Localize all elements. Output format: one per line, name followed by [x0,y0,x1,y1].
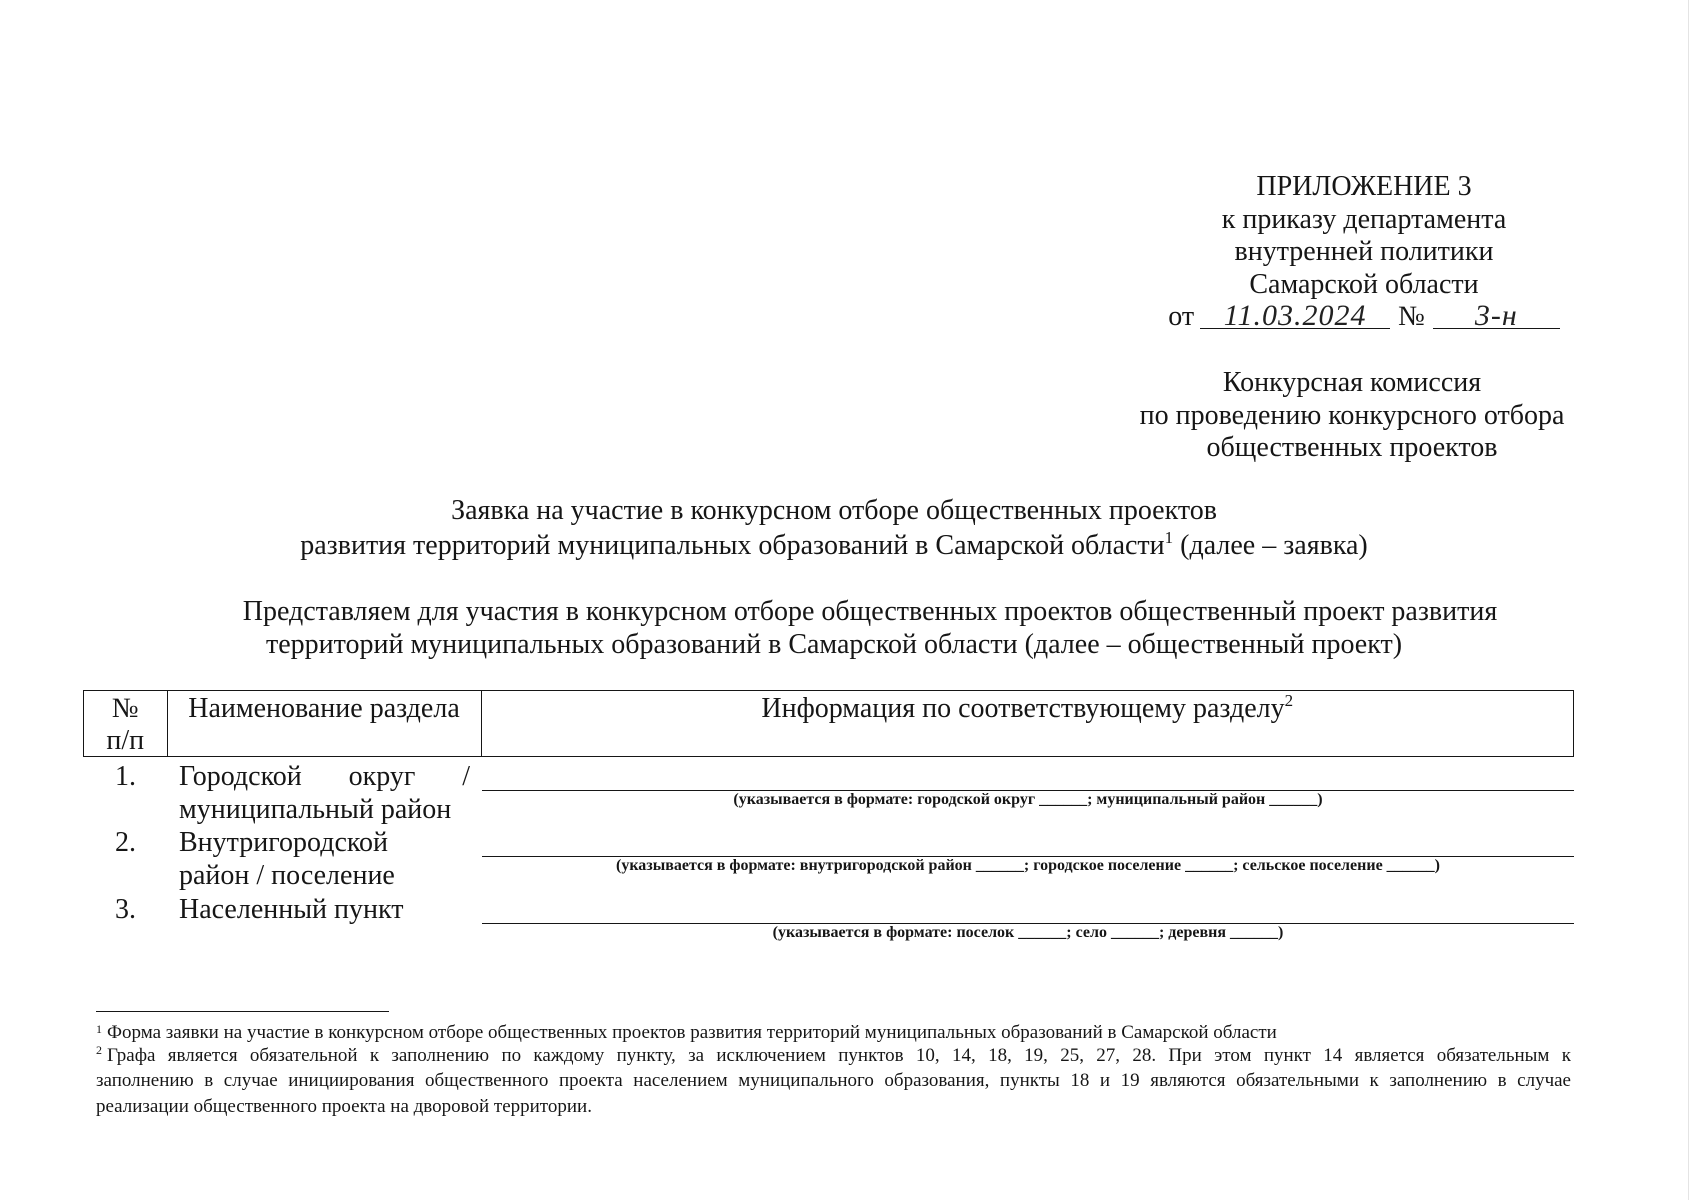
row-section-name [179,760,470,826]
footnote-ref-1: 1 [1164,527,1174,547]
row-info-field [482,826,1574,892]
footnote-body [96,1068,1571,1119]
footnote-line: Графа является обязательной к заполнению по каждому пункту, за исключением пунктов 10, 14, 18, 19, 25, 27, 28. При этом пункт 14 является обязательным к [107,1044,1571,1066]
intro-paragraph [0,595,1696,661]
row-info-field [482,893,1574,959]
row-section-name-line: Городской округ / [179,761,470,792]
table-row [83,826,1574,892]
row-section-name [179,893,470,926]
header-section-name-cell [168,691,482,756]
row-number: 3. [115,894,136,925]
addressee-line: по проведению конкурсного отбора [1139,399,1565,431]
appendix-line-region: Самарской области [1249,268,1479,300]
footnote-2-continuation [96,1068,1571,1119]
header-info-cell [482,691,1574,756]
addressee-line: общественных проектов [1206,432,1498,464]
row-format-hint: (указывается в формате: городской округ ______; муниципальный район ______) [733,791,1323,808]
footnote-mark: 2 [96,1042,102,1057]
addressee-block [1102,367,1602,465]
row-info-field [482,760,1574,826]
row-number: 1. [115,761,136,792]
appendix-line-order: к приказу департамента [1221,203,1507,235]
order-number-field [1433,299,1560,333]
header-number-symbol: № [111,692,139,724]
table-row [83,760,1574,826]
order-date-field [1200,299,1390,333]
order-number-handwritten: 3-н [1474,299,1518,333]
header-number-abbr: п/п [106,724,145,756]
table-header [83,690,1574,757]
footnote-1 [96,1022,1571,1043]
header-section-name: Наименование раздела [188,692,460,724]
footnote-line: заполнению в случае инициирования общественного проекта населением муниципального образования, пункты 18 и 19 являются обязательными к заполнению в случае [96,1070,1571,1091]
title-line-1: Заявка на участие в конкурсном отборе общественных проектов [451,495,1217,526]
header-info: Информация по соответствующему разделу [761,692,1285,724]
addressee-line: Конкурсная комиссия [1222,367,1482,398]
footnote-line: Форма заявки на участие в конкурсном отборе общественных проектов развития территорий муниципальных образований в Самарской области [107,1021,1277,1043]
footnote-mark: 1 [96,1021,102,1036]
footnote-body [107,1043,1571,1069]
title-line-2-text: развития территорий муниципальных образований в Самарской области [300,529,1165,561]
footnotes [96,1022,1571,1120]
row-section-name-line: Населенный пункт [179,894,404,925]
application-title [0,494,1668,564]
footnote-ref-2: 2 [1284,690,1294,710]
row-format-hint: (указывается в формате: внутригородской район ______; городское поселение ______; сельское поселение ______) [615,857,1440,874]
footnote-line: реализации общественного проекта на дворовой территории. [96,1095,592,1117]
title-line-2 [0,529,1668,564]
row-section-name-line: Внутригородской [179,827,389,858]
header-number-cell [84,691,168,756]
appendix-line-department: внутренней политики [1234,236,1494,268]
row-format-hint: (указывается в формате: поселок ______; село ______; деревня ______) [772,924,1284,941]
appendix-title: ПРИЛОЖЕНИЕ 3 [1256,171,1472,202]
title-line-2-tail: (далее – заявка) [1173,529,1368,561]
order-date-handwritten: 11.03.2024 [1223,299,1367,333]
date-prefix: от [1168,301,1195,333]
footnote-body [107,1022,1571,1043]
number-prefix: № [1398,301,1425,333]
row-section-name-line: муниципальный район [179,794,452,825]
footnote-2 [96,1043,1571,1069]
row-number: 2. [115,827,136,858]
table-row [83,893,1574,959]
intro-line: Представляем для участия в конкурсном отборе общественных проектов общественный проект развития [242,595,1498,627]
row-section-name [179,826,470,892]
footnote-separator [96,1011,389,1012]
intro-line: территорий муниципальных образований в Самарской области (далее – общественный проект) [265,628,1403,660]
row-section-name-line: район / поселение [179,860,395,891]
appendix-block [1144,171,1584,334]
order-date-number-line [1144,301,1584,334]
